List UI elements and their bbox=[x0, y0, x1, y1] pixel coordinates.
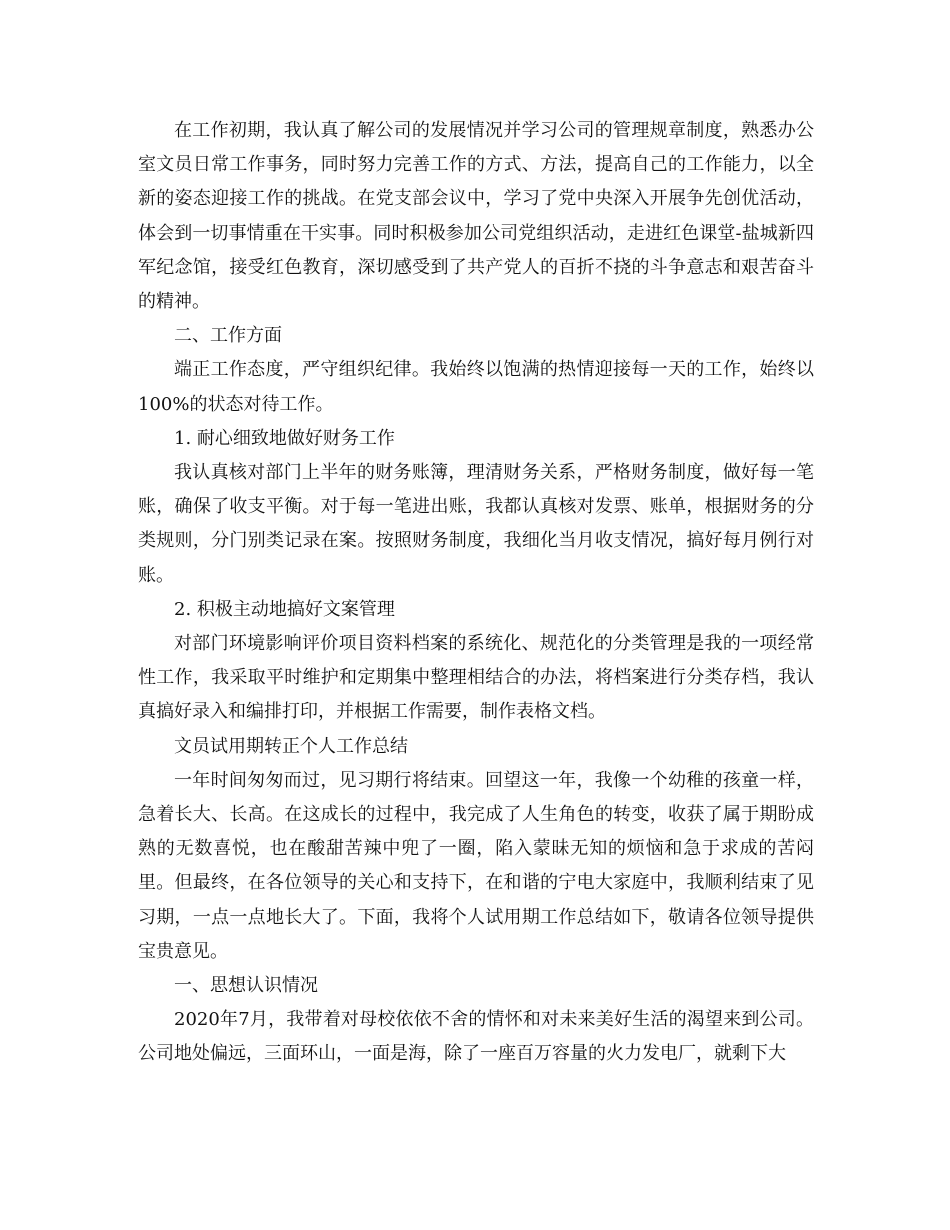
paragraph-intro: 在工作初期，我认真了解公司的发展情况并学习公司的管理规章制度，熟悉办公室文员日常工作事务，同时努力完善工作的方式、方法，提高自己的工作能力，以全新的姿态迎接工作的挑战。在党支部会议中，学习了党中央深入开展争先创优活动，体会到一切事情重在干实事。同时积极参加公司党组织活动，走进红色课堂-盐城新四军纪念馆，接受红色教育，深切感受到了共产党人的百折不挠的斗争意志和艰苦奋斗的精神。 bbox=[138, 120, 814, 313]
paragraph-work-attitude: 端正工作态度，严守组织纪律。我始终以饱满的热情迎接每一天的工作，始终以100%的状态对待工作。 bbox=[138, 359, 814, 415]
document-title-summary: 文员试用期转正个人工作总结 bbox=[174, 735, 408, 757]
paragraph-finance: 我认真核对部门上半年的财务账簿，理清财务关系，严格财务制度，做好每一笔账，确保了收支平衡。对于每一笔进出账，我都认真核对发票、账单，根据财务的分类规则，分门别类记录在案。按照财务制度，我细化当月收支情况，搞好每月例行对账。 bbox=[138, 462, 814, 586]
paragraph-year-review: 一年时间匆匆而过，见习期行将结束。回望这一年，我像一个幼稚的孩童一样，急着长大、长高。在这成长的过程中，我完成了人生角色的转变，收获了属于期盼成熟的无数喜悦，也在酸甜苦辣中兜了一圈，陷入蒙昧无知的烦恼和急于求成的苦闷里。但最终，在各位领导的关心和支持下，在和谐的宁电大家庭中，我顺利结束了见习期，一点一点地长大了。下面，我将个人试用期工作总结如下，敬请各位领导提供宝贵意见。 bbox=[138, 769, 814, 962]
section-heading-work: 二、工作方面 bbox=[174, 325, 282, 347]
subheading-documents: 2. 积极主动地搞好文案管理 bbox=[174, 598, 395, 620]
section-heading-thoughts: 一、思想认识情况 bbox=[174, 975, 318, 997]
paragraph-documents: 对部门环境影响评价项目资料档案的系统化、规范化的分类管理是我的一项经常性工作，我采取平时维护和定期集中整理相结合的办法，将档案进行分类存档，我认真搞好录入和编排打印，并根据工作需要，制作表格文档。 bbox=[138, 633, 814, 723]
document-body bbox=[138, 114, 814, 1072]
subheading-finance: 1. 耐心细致地做好财务工作 bbox=[174, 427, 395, 449]
paragraph-arrival: 2020年7月，我带着对母校依依不舍的情怀和对未来美好生活的渴望来到公司。公司地处偏远，三面环山，一面是海，除了一座百万容量的火力发电厂，就剩下大 bbox=[138, 1009, 814, 1065]
